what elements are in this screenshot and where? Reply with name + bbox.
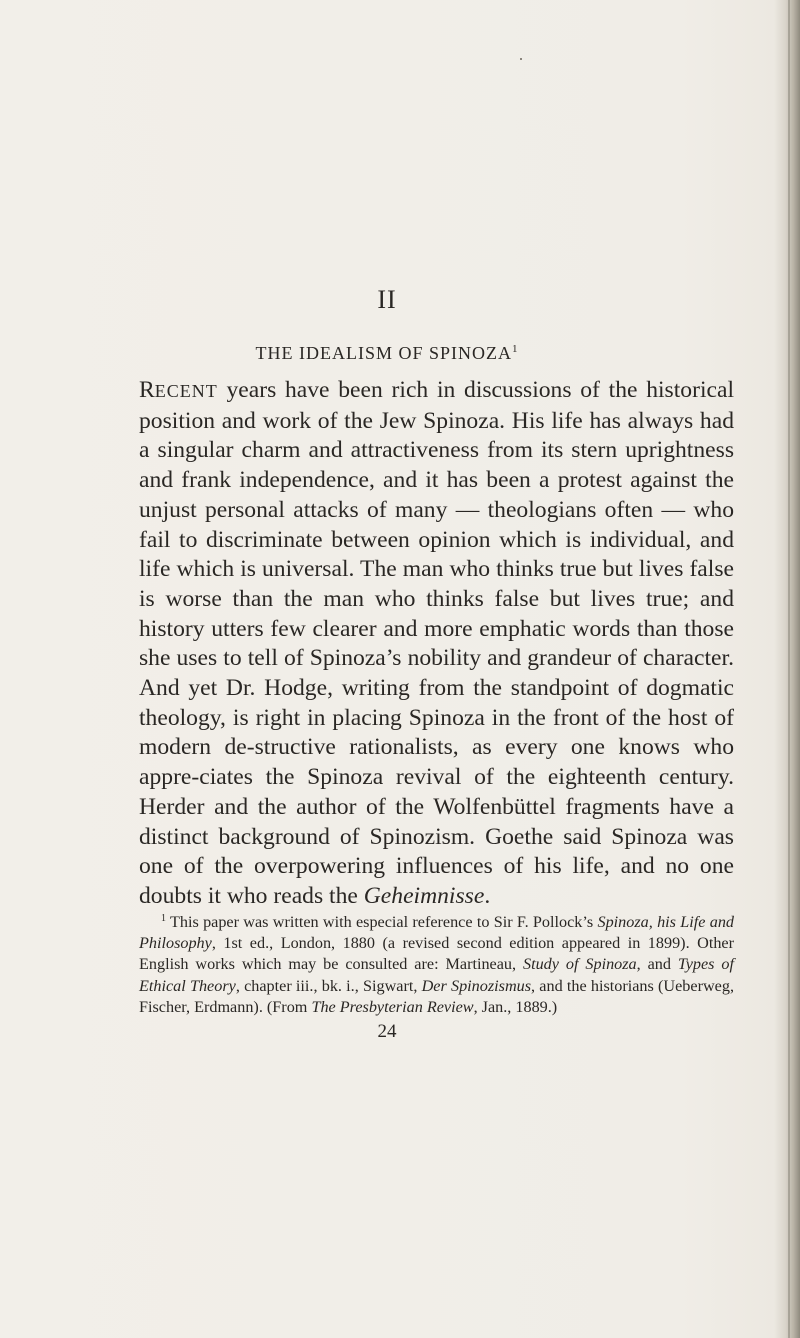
paper-speck	[520, 58, 522, 60]
chapter-title-text: THE IDEALISM OF SPINOZA	[255, 343, 512, 363]
footnote-italic-5: The Presbyterian Review	[311, 997, 474, 1016]
page-edge-line	[788, 0, 790, 1338]
body-dropcap: R	[139, 377, 155, 403]
body-lead-smallcaps: ECENT	[154, 381, 218, 401]
body-text: years have been rich in discussions of the historical position and work of the Jew Spinoza. His life has always had a singular charm and attractiveness from its stern uprightness and frank independence, and it has been a protest against the unjust personal attacks of many — theologians often — who fail to discriminate between opinion which is individual, and life which is universal. The man who thinks true but lives false is worse than the man who thinks false but lives true; and history utters few clearer and more emphatic words than those she uses to tell of Spinoza’s nobility and grandeur of character. And yet Dr. Hodge, writing from the standpoint of dogmatic theology, is right in placing Spinoza in the front of the host of modern de-structive rationalists, as every one knows who appre-ciates the Spinoza revival of the eighteenth century. Herder and the author of the Wolfenbüttel fragments have a distinct background of Spinozism. Goethe said Spinoza was one of the overpowering influences of his life, and no one doubts it who reads the	[139, 377, 734, 909]
footnote-italic-1: Spinoza, his Life and Philosophy	[139, 913, 735, 953]
footnote-italic-3: Types of Ethical Theory	[139, 955, 734, 995]
chapter-title-footnote-mark: 1	[512, 343, 519, 355]
chapter-title	[0, 343, 774, 364]
footnote-text-4: , chapter iii., bk. i., Sigwart,	[235, 976, 422, 995]
footnote-text-6: , Jan., 1889.)	[473, 997, 558, 1016]
footnote-text-3: , and	[636, 955, 678, 974]
footnote-italic-2: Study of Spinoza	[522, 955, 637, 974]
page-number: 24	[377, 1021, 397, 1042]
body-italic-ending: Geheimnisse	[363, 882, 485, 909]
footnote-text-1: This paper was written with especial reference to Sir F. Pollock’s	[170, 913, 598, 931]
body-ending-punct: .	[484, 882, 491, 909]
footnote-mark: 1	[161, 912, 166, 924]
chapter-number: II	[377, 285, 397, 314]
footnote-italic-4: Der Spinozismus	[421, 976, 532, 995]
body-paragraph	[139, 376, 734, 912]
footnote-text-5: , and the historians (Ueberweg, Fischer, Erdmann). (From	[139, 976, 734, 1016]
page-edge-shadow	[774, 0, 800, 1338]
footnote	[139, 912, 734, 1018]
footnote-text-2: , 1st ed., London, 1880 (a revised second edition appeared in 1899). Other English works which may be consulted are: Martineau,	[139, 934, 734, 974]
